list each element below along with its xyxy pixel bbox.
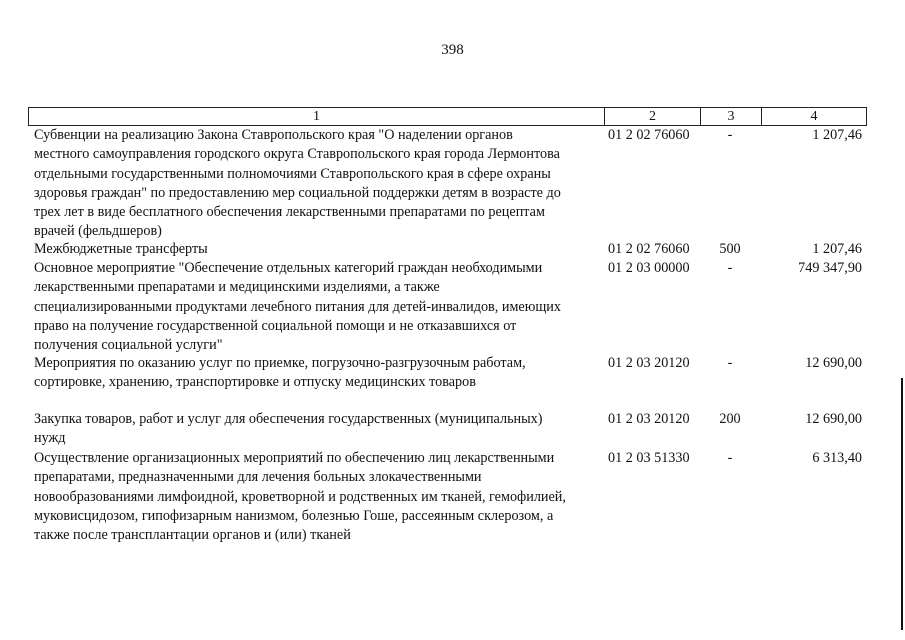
budget-code: 01 2 03 51330 (608, 450, 690, 466)
expense-type: - (727, 450, 733, 466)
description-line: Межбюджетные трансферты (34, 241, 208, 257)
description-line: также после трансплантации органов и (или) тканей (34, 527, 351, 544)
amount: 12 690,00 (805, 355, 862, 371)
description-line: отдельными государственными полномочиями Ставропольского края в сфере охраны (34, 165, 551, 182)
column-header-4: 4 (762, 108, 867, 126)
description-line: Субвенции на реализацию Закона Ставропольского края "О наделении органов (34, 127, 513, 143)
description-line: лекарственными препаратами и медицинскими изделиями, а также (34, 279, 440, 296)
budget-code: 01 2 03 20120 (608, 411, 690, 427)
description-line: право на получение государственной социальной помощи и не отказавшихся от (34, 317, 517, 334)
description-line: новообразованиями лимфоидной, кроветворной и родственных им тканей, гемофилией, (34, 488, 566, 505)
description-line: врачей (фельдшеров) (34, 223, 162, 240)
amount: 6 313,40 (812, 450, 862, 466)
description-line: специализированными продуктами лечебного питания для детей-инвалидов, имеющих (34, 298, 561, 315)
description-line: Мероприятия по оказанию услуг по приемке, погрузочно-разгрузочным работам, (34, 355, 526, 371)
amount: 1 207,46 (812, 127, 862, 143)
column-header-1: 1 (29, 108, 605, 126)
row-description (34, 240, 599, 259)
column-header-3: 3 (701, 108, 762, 126)
description-line: получения социальной услуги" (34, 337, 223, 354)
budget-code: 01 2 02 76060 (608, 241, 690, 257)
description-line: трех лет в виде бесплатного обеспечения лекарственными препаратами по рецептам (34, 204, 545, 221)
description-line: препаратами, предназначенными для лечения больных злокачественными (34, 469, 482, 486)
budget-code: 01 2 03 20120 (608, 355, 690, 371)
amount: 749 347,90 (798, 260, 862, 276)
row-description (34, 410, 599, 449)
description-line: нужд (34, 430, 66, 447)
description-line: муковисцидозом, гипофизарным нанизмом, болезнью Гоше, рассеянным склерозом, а (34, 507, 554, 524)
amount: 1 207,46 (812, 241, 862, 257)
description-line: Осуществление организационных мероприятий по обеспечению лиц лекарственными (34, 450, 555, 466)
row-description (34, 126, 599, 242)
expense-type: 500 (719, 241, 741, 257)
row-description (34, 354, 599, 393)
row-description (34, 259, 599, 355)
description-line: Основное мероприятие "Обеспечение отдельных категорий граждан необходимыми (34, 260, 543, 276)
description-line: Закупка товаров, работ и услуг для обеспечения государственных (муниципальных) (34, 411, 543, 427)
description-line: сортировке, хранению, транспортировке и отпуску медицинских товаров (34, 374, 476, 391)
scan-edge-line (901, 378, 903, 630)
budget-code: 01 2 02 76060 (608, 127, 690, 143)
amount: 12 690,00 (805, 411, 862, 427)
description-line: здоровья граждан" по предоставлению мер социальной поддержки детям в возрасте до (34, 184, 561, 201)
expense-type: - (727, 260, 733, 276)
table-header (28, 107, 867, 126)
description-line: местного самоуправления городского округа Ставропольского края города Лермонтова (34, 146, 560, 163)
column-header-2: 2 (605, 108, 701, 126)
expense-type: 200 (719, 411, 741, 427)
page-number: 398 (441, 42, 464, 58)
expense-type: - (727, 127, 733, 143)
budget-code: 01 2 03 00000 (608, 260, 690, 276)
expense-type: - (727, 355, 733, 371)
row-description (34, 449, 599, 545)
